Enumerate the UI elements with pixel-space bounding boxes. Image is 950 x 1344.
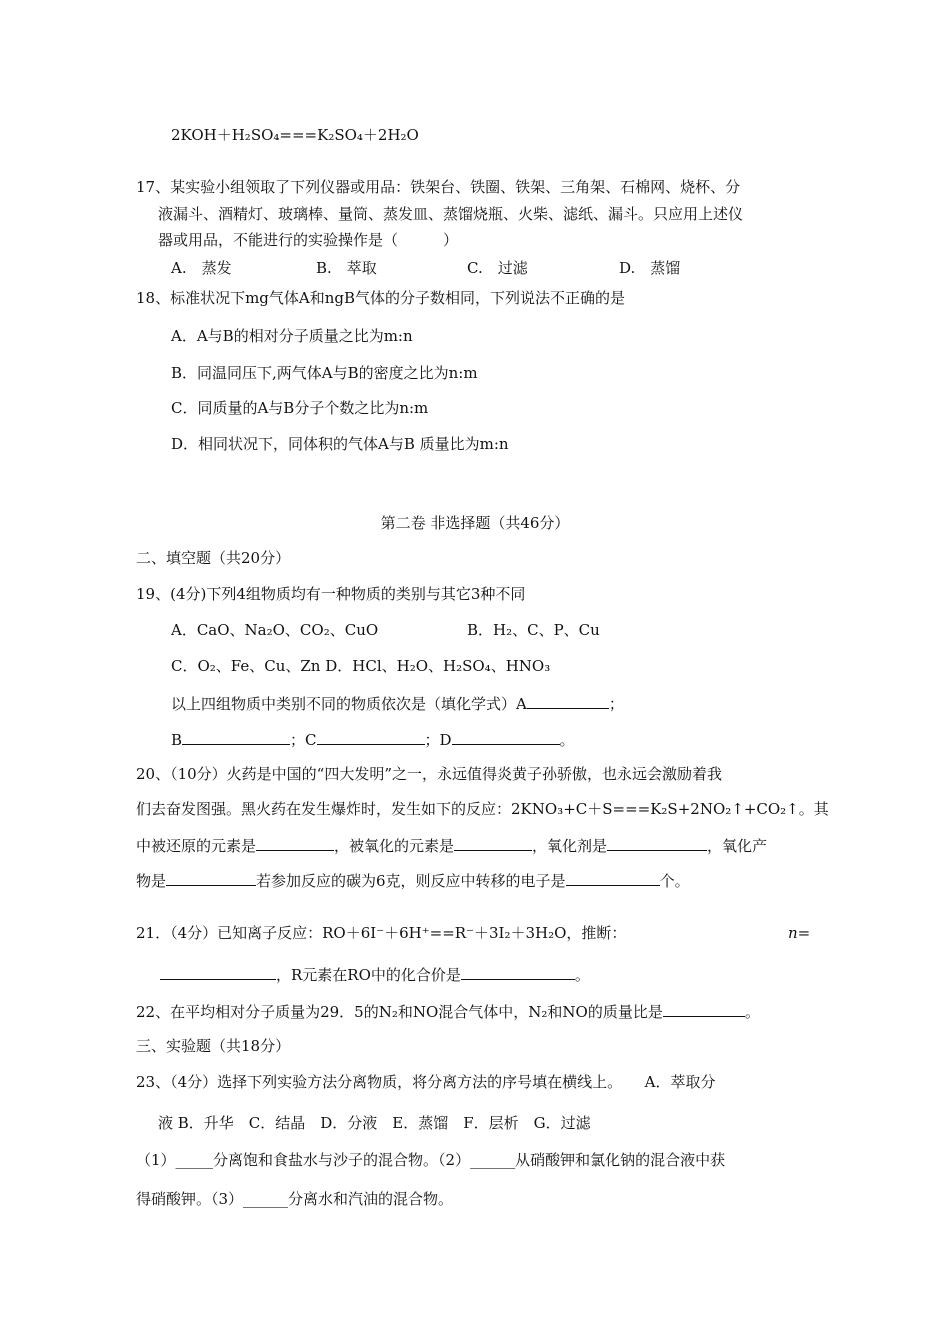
q19-b-label: B (171, 731, 183, 749)
q17-line3: 器或用品，不能进行的实验操作是（ ） (158, 231, 459, 249)
part2-heading: 二、填空题（共20分） (136, 549, 291, 567)
q22-text: 22、在平均相对分子质量为29．5的N₂和NO混合气体中，N₂和NO的质量比是 (136, 1003, 663, 1021)
q18-option-a: A．A与B的相对分子质量之比为m:n (171, 327, 413, 345)
q17-option-c: C. 过滤 (467, 259, 528, 277)
q19-c-label: ；C (290, 731, 317, 749)
q21-line1: 21．（4分）已知离子反应：RO＋6I⁻＋6H⁺==R⁻＋3I₂＋3H₂O，推断： (136, 924, 627, 942)
q20-product-label-2: 物是 (136, 872, 167, 890)
q21-line2 (160, 963, 590, 985)
q19-answer-b-blank[interactable] (182, 728, 290, 745)
top-equation: 2KOH＋H₂SO₄===K₂SO₄＋2H₂O (171, 126, 419, 144)
q19-answer-d-blank[interactable] (452, 728, 560, 745)
q17-line2: 液漏斗、酒精灯、玻璃棒、量筒、蒸发皿、蒸馏烧瓶、火柴、滤纸、漏斗。只应用上述仪 (158, 205, 744, 223)
q18-option-b: B．同温同压下,两气体A与B的密度之比为n:m (171, 364, 478, 382)
q21-valence-blank[interactable] (461, 963, 575, 980)
q21-valence-label: ，R元素在RO中的化合价是 (276, 966, 461, 984)
q23-line2: 液 B．升华 C．结晶 D．分液 E．蒸馏 F．层析 G．过滤 (158, 1114, 591, 1132)
section2-title: 第二卷 非选择题（共46分） (380, 514, 570, 532)
q19-answer-c-blank[interactable] (317, 728, 425, 745)
q20-oxidized-label: ，被氧化的元素是 (334, 837, 455, 855)
q20-product-label: ，氧化产 (707, 837, 768, 855)
q19-end: 。 (559, 731, 575, 749)
q20-product-blank[interactable] (166, 869, 256, 886)
q18-stem: 18、标准状况下mg气体A和ngB气体的分子数相同，下列说法不正确的是 (136, 289, 626, 307)
q21-n-label: n= (788, 924, 811, 942)
q19-answer-a-blank[interactable] (527, 692, 609, 709)
q19-d-label: ；D (424, 731, 452, 749)
q19-prompt: 以上四组物质中类别不同的物质依次是（填化学式）A (171, 695, 527, 713)
q23-line1: 23、（4分）选择下列实验方法分离物质，将分离方法的序号填在横线上。 A．萃取分 (136, 1073, 716, 1091)
q19-answers-line (171, 728, 575, 750)
q20-line1: 20、（10分）火药是中国的“四大发明”之一，永远值得炎黄子孙骄傲，也永远会激励着我 (136, 765, 723, 783)
q19-group-a: A．CaO、Na₂O、CO₂、CuO (171, 621, 379, 639)
q22-end: 。 (744, 1003, 760, 1021)
q20-electron-blank[interactable] (566, 869, 660, 886)
q17-option-d: D. 蒸馏 (619, 259, 681, 277)
q23-line3: （1）_____分离饱和食盐水与沙子的混合物。（2）______从硝酸钾和氯化钠的混合液中获 (136, 1151, 726, 1169)
q21-n-blank[interactable] (160, 963, 276, 980)
q20-oxidized-blank[interactable] (454, 834, 532, 851)
q17-option-b: B. 萃取 (316, 259, 377, 277)
q22-blank[interactable] (663, 1000, 745, 1017)
q20-oxidant-blank[interactable] (607, 834, 707, 851)
q21-end: 。 (574, 966, 590, 984)
part3-heading: 三、实验题（共18分） (136, 1037, 291, 1055)
q20-electron-label: 若参加反应的碳为6克，则反应中转移的电子是 (256, 872, 566, 890)
q22-line (136, 1000, 760, 1022)
q19-prompt-line (171, 692, 624, 714)
q20-line3 (136, 834, 767, 856)
q20-oxidant-label: ，氧化剂是 (532, 837, 608, 855)
q20-end: 个。 (659, 872, 690, 890)
q23-line4: 得硝酸钾。（3）______分离水和汽油的混合物。 (136, 1190, 454, 1208)
q18-option-d: D．相同状况下，同体积的气体A与B 质量比为m:n (171, 435, 509, 453)
q20-reduced-blank[interactable] (256, 834, 334, 851)
q20-reduced-label: 中被还原的元素是 (136, 837, 257, 855)
q19-stem: 19、(4分)下列4组物质均有一种物质的类别与其它3种不同 (136, 585, 526, 603)
q17-option-a: A. 蒸发 (171, 259, 232, 277)
q19-group-cd: C．O₂、Fe、Cu、Zn D．HCl、H₂O、H₂SO₄、HNO₃ (171, 657, 551, 675)
q19-semicolon: ； (608, 695, 624, 713)
q20-line2: 们去奋发图强。黑火药在发生爆炸时，发生如下的反应：2KNO₃+C＋S===K₂S+2NO₂↑+CO₂↑。其 (136, 800, 829, 818)
q18-option-c: C．同质量的A与B分子个数之比为n:m (171, 399, 429, 417)
q19-group-b: B．H₂、C、P、Cu (467, 621, 600, 639)
q20-line4 (136, 869, 690, 891)
q17-line1: 17、某实验小组领取了下列仪器或用品：铁架台、铁圈、铁架、三角架、石棉网、烧杯、分 (136, 178, 741, 196)
